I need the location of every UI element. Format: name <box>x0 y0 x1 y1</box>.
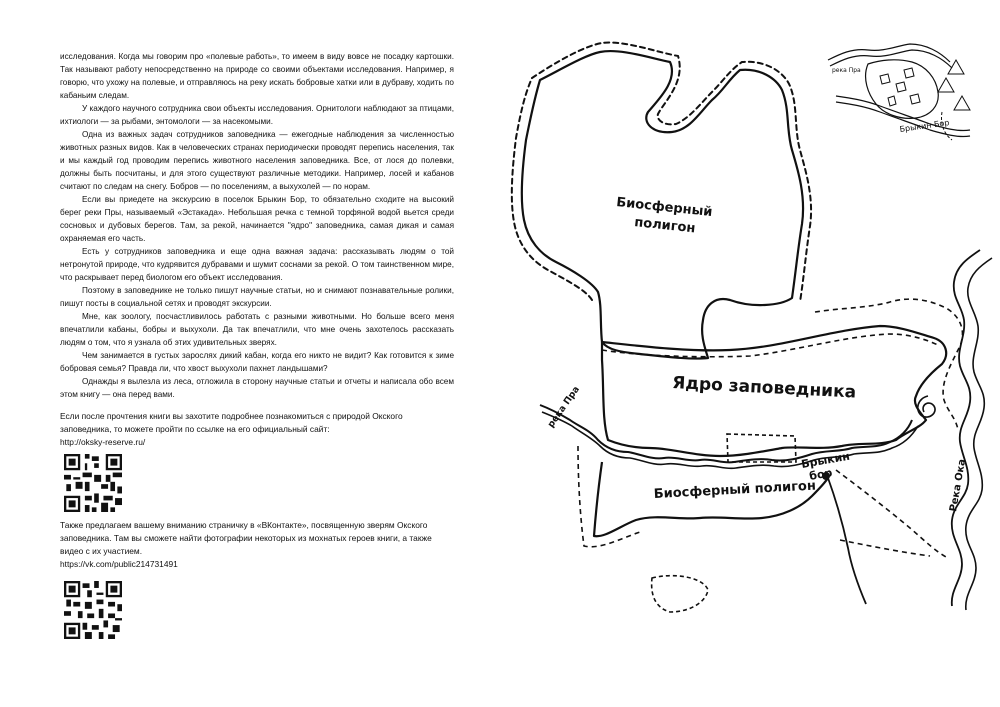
paragraph: У каждого научного сотрудника свои объекты исследования. Орнитологи наблюдают за птицами, ихтиологи — за рыбами, энтомологи — за насекомыми. <box>60 104 454 126</box>
vk-url-link[interactable]: https://vk.com/public214731491 <box>60 559 178 569</box>
label-bryukin-2: бор <box>808 466 834 483</box>
paragraph: Однажды я вылезла из леса, отложила в сторону научные статьи и отчеты и написала обо всем этом книгу — она перед вами. <box>60 377 454 399</box>
label-biosphere-south: Биосферный полигон <box>653 478 817 502</box>
vk-qr-code[interactable] <box>64 581 122 639</box>
paragraph: Поэтому в заповеднике не только пишут научные статьи, но и снимают познавательные ролики, пишут посты в социальной сетях и проводят экскурсии. <box>60 286 454 308</box>
river-oka-bank <box>966 258 992 610</box>
small-dashed-patch <box>652 576 708 612</box>
paragraph: Если вы приедете на экскурсию в поселок Брыкин Бор, то обязательно сходите на высокий берег реки Пры, называемый «Эстакада». Небольшая речка с темной торфяной водой вьется среди сосновых и дубовых берегов. Там, за рекой, начинается "ядро" заповедника, самая дикая и самая охраняемая его часть. <box>60 195 454 243</box>
inset-label-bryukin: Брыкин Бор <box>899 118 950 134</box>
site-link-block <box>60 410 454 449</box>
south-road-dashed <box>840 540 930 556</box>
river-oka <box>952 250 980 606</box>
paragraph: Одна из важных задач сотрудников заповедника — ежегодные наблюдения за численностью животных разных видов. Как в человеческих странах периодически проводят перепись населения, так и мы каждый год проводим перепись животного населения заповедника. Все, от лося до полевки, должны быть посчитаны, и для этого существуют различные методики. Например, лосей и кабанов считают по следам на снегу. Бобров — по поселениям, а выхухолей — по норам. <box>60 130 454 191</box>
paragraph: Есть у сотрудников заповедника и еще одна важная задача: рассказывать людям о той нетронутой природе, что кудрявится дубравами и шумит соснами за рекой. О том таинственном мире, что раскрывает перед биологом его объект исследования. <box>60 247 454 282</box>
south-diagonal-dashed <box>836 470 948 558</box>
reserve-map <box>500 0 1000 707</box>
site-qr-code[interactable] <box>64 454 122 512</box>
site-url-link[interactable]: http://oksky-reserve.ru/ <box>60 437 146 447</box>
body-text <box>60 50 454 401</box>
road-south <box>828 478 866 604</box>
vk-intro-text: Также предлагаем вашему вниманию страничку в «ВКонтакте», посвященную зверям Окского заповедника. Там вы сможете найти фотографии некоторых из мохнатых героев книги, а также видео с их участием. <box>60 520 432 556</box>
site-intro-text: Если после прочтения книги вы захотите подробнее познакомиться с природой Окского заповедника, то можете пройти по ссылке на его официальный сайт: <box>60 411 403 434</box>
biosphere-south-boundary <box>594 462 828 536</box>
label-river-oka: Река Ока <box>948 458 969 513</box>
paragraph: исследования. Когда мы говорим про «полевые работь», то имеем в виду вовсе не посадку картошки. Так называют работу непосредственно на природе со своими объектами исследования. Например, я говорю, что ухожу на полевые, и отправляюсь на реку искать бобровые хатки или в дубраву, ходить по кабаньим следам. <box>60 52 454 100</box>
label-biosphere-north-2: полигон <box>633 215 697 237</box>
paragraph: Мне, как зоологу, посчастливилось работать с разными животными. Но больше всего меня впечатлили кабаны, бобры и выхухоли. Да так впечатлили, что мне очень захотелось рассказать людям о том, что я узнала об этих удивительных зверях. <box>60 312 454 347</box>
vk-link-block <box>60 519 454 571</box>
inset-settlement <box>866 60 939 119</box>
label-river-pra: река Пра <box>546 384 582 430</box>
label-core: Ядро заповедника <box>671 373 857 403</box>
label-biosphere-north-1: Биосферный <box>615 195 714 221</box>
biosphere-south-dashed-boundary <box>578 446 640 547</box>
spiral-mark <box>918 396 935 417</box>
inset-label-river: река Пра <box>832 67 861 74</box>
inset-map <box>828 44 970 140</box>
label-bryukin-1: Брыкин <box>800 449 851 471</box>
paragraph: Чем занимается в густых зарослях дикий кабан, когда его никто не видит? Как готовится к зиме бобровая семья? Правда ли, что хвост выхухоли пахнет ландышами? <box>60 351 454 373</box>
right-page <box>500 0 1000 707</box>
